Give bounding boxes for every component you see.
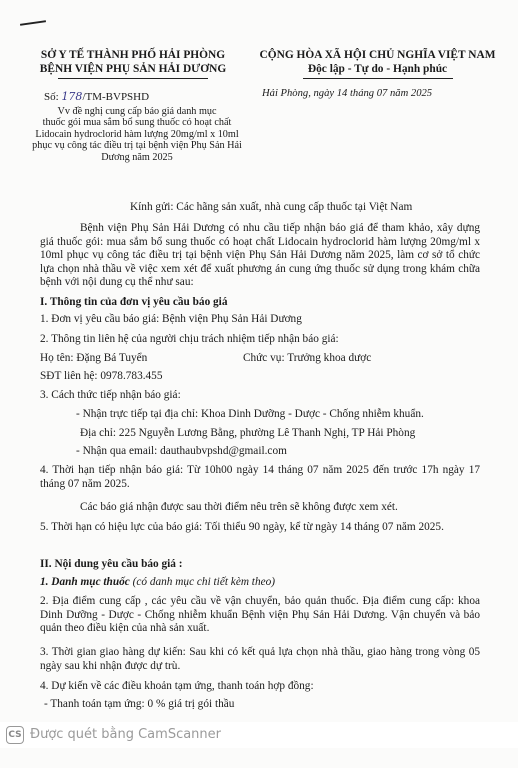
section1-item1: 1. Đơn vị yêu cầu báo giá: Bệnh viện Phụ Sản Hải Dương xyxy=(40,313,302,325)
recipient-line: Kính gửi: Các hãng sản xuất, nhà cung cấp thuốc tại Việt Nam xyxy=(130,201,413,213)
subject-line: phục vụ công tác điều trị tại bệnh viện Phụ Sản Hải xyxy=(32,140,242,152)
drug-list-note: (có danh mục chi tiết kèm theo) xyxy=(132,576,276,588)
intro-paragraph: Bệnh viện Phụ Sản Hải Dương có nhu cầu tiếp nhận báo giá để tham khảo, xây dựng giá thuốc gói: mua sắm bổ sung thuốc có hoạt chất Lidocain hydroclorid hàm lượng 20mg/ml x 10ml phục vụ công tác điều trị tại bệnh viện Phụ Sản Hải Dương năm 2025, làm cơ sở tổ chức lựa chọn nhà thầu về việc xem xét để xuất phương án cung ứng thuốc sử dụng trong khám chữa bệnh với nội dung cụ thể như sau: xyxy=(40,222,480,289)
motto-underline xyxy=(303,78,453,79)
country-name: CỘNG HÒA XÃ HỘI CHỦ NGHĨA VIỆT NAM xyxy=(259,49,496,61)
issuer-underline xyxy=(58,78,208,79)
section2-item2: 2. Địa điểm cung cấp , các yêu cầu về vận chuyển, bảo quản thuốc. Địa điểm cung cấp: khoa Dinh Dưỡng - Dược - Chống nhiễm khuẩn Bệnh viện Phụ Sản Hải Dương. Vận chuyển và bảo quản theo điều kiện của nhà sản xuất. xyxy=(40,595,480,635)
national-header xyxy=(250,48,505,79)
section1-title: I. Thông tin của đơn vị yêu cầu báo giá xyxy=(40,296,228,308)
late-quote-note: Các báo giá nhận được sau thời điểm nêu trên sẽ không được xem xét. xyxy=(80,501,398,513)
camscanner-watermark-text: Được quét bằng CamScanner xyxy=(30,727,222,742)
issuer-header xyxy=(18,48,248,79)
issuer-org: SỞ Y TẾ THÀNH PHỐ HẢI PHÒNG xyxy=(40,49,226,61)
section2-item3: 3. Thời gian giao hàng dự kiến: Sau khi có kết quả lựa chọn nhà thầu, giao hàng trong vòng 05 ngày sau khi nhận được dự trù. xyxy=(40,646,480,672)
contact-name: Họ tên: Đặng Bá Tuyển xyxy=(40,352,148,364)
contact-phone: SĐT liên hệ: 0978.783.455 xyxy=(40,370,163,382)
subject-block xyxy=(24,106,250,163)
section1-item4: 4. Thời hạn tiếp nhận báo giá: Từ 10h00 ngày 14 tháng 07 năm 2025 đến trước 17h ngày 17 tháng 07 năm 2025. xyxy=(40,464,480,490)
subject-line: Vv đề nghị cung cấp báo giá danh mục xyxy=(57,106,217,117)
subject-line: thuốc gói mua sắm bổ sung thuốc có hoạt chất xyxy=(42,117,232,129)
receive-in-person: - Nhận trực tiếp tại địa chỉ: Khoa Dinh Dưỡng - Dược - Chống nhiễm khuẩn. xyxy=(76,408,424,420)
receive-email: - Nhận qua email: dauthaubvpshd@gmail.com xyxy=(76,445,287,457)
section2-item1 xyxy=(40,576,480,590)
section2-title: II. Nội dung yêu cầu báo giá : xyxy=(40,558,183,570)
document-number xyxy=(44,90,149,103)
section1-item2: 2. Thông tin liên hệ của người chịu trách nhiệm tiếp nhận báo giá: xyxy=(40,333,339,345)
pen-mark xyxy=(20,20,46,26)
issue-date: Hải Phòng, ngày 14 tháng 07 năm 2025 xyxy=(262,88,433,99)
national-motto: Độc lập - Tự do - Hạnh phúc xyxy=(307,63,448,75)
doc-number-handwritten: 178 xyxy=(61,90,83,103)
receive-address: Địa chỉ: 225 Nguyễn Lương Bằng, phường Lê Thanh Nghị, TP Hải Phòng xyxy=(80,427,416,439)
advance-payment: - Thanh toán tạm ứng: 0 % giá trị gói thầu xyxy=(44,698,235,710)
subject-line: Lidocain hydroclorid hàm lượng 20mg/ml x 10ml xyxy=(35,128,239,140)
section2-item4: 4. Dự kiến về các điều khoản tạm ứng, thanh toán hợp đồng: xyxy=(40,680,314,692)
camscanner-logo-icon: CS xyxy=(6,726,24,744)
contact-position: Chức vụ: Trưởng khoa dược xyxy=(243,352,372,364)
section1-item5: 5. Thời hạn có hiệu lực của báo giá: Tối thiểu 90 ngày, kể từ ngày 14 tháng 07 năm 2025. xyxy=(40,521,444,533)
section1-item3: 3. Cách thức tiếp nhận báo giá: xyxy=(40,389,181,401)
doc-number-suffix: /TM-BVPSHD xyxy=(82,91,150,103)
subject-line: Dương năm 2025 xyxy=(101,151,173,163)
doc-number-prefix: Số: xyxy=(44,91,59,103)
drug-list-label: 1. Danh mục thuốc xyxy=(40,576,130,588)
issuer-hospital: BỆNH VIỆN PHỤ SẢN HẢI DƯƠNG xyxy=(39,63,227,75)
